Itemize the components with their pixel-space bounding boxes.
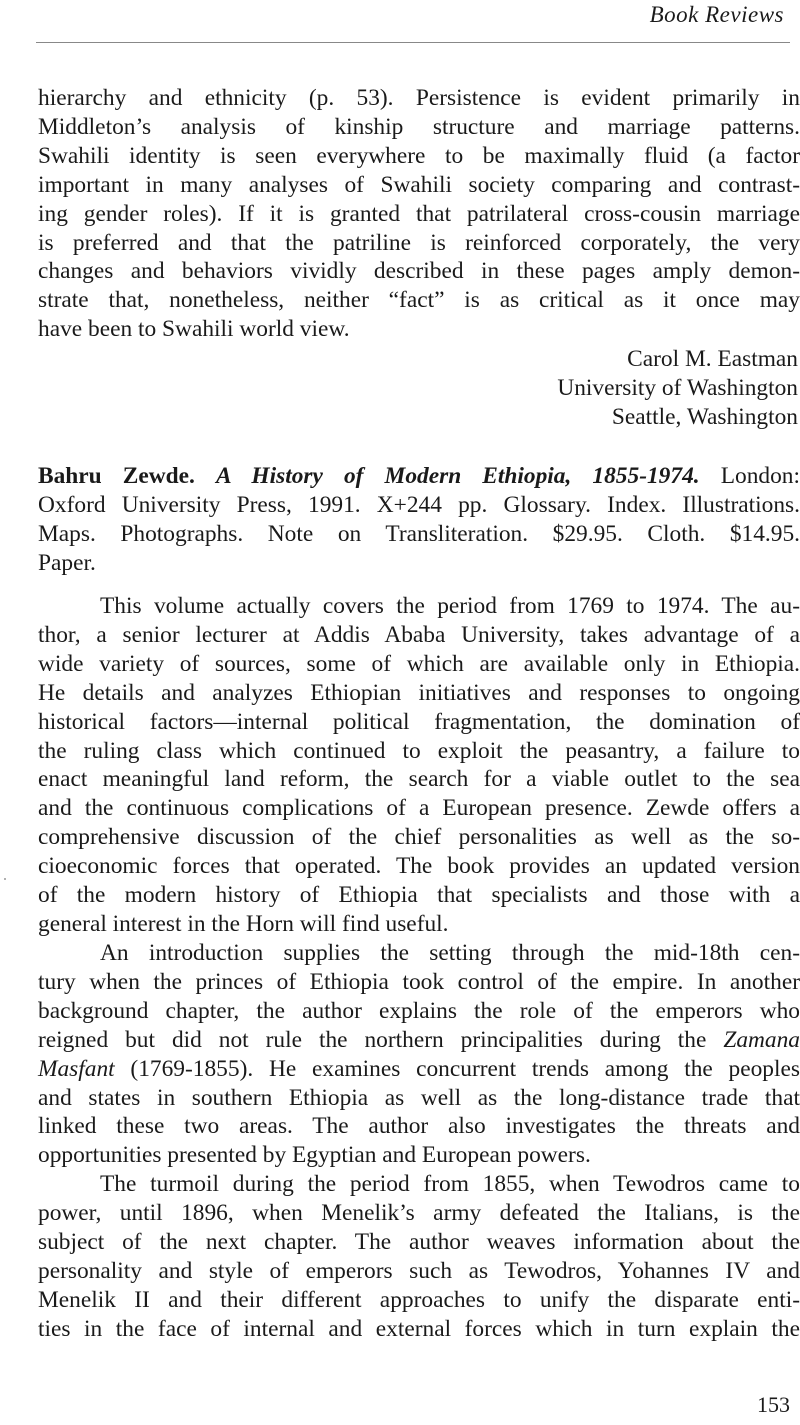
text-line: changes and behaviors vividly described in these pages amply demon- bbox=[38, 258, 800, 285]
text-line: The turmoil during the period from 1855, when Tewodros came to bbox=[100, 1171, 800, 1197]
reviewer-institution: University of Washington bbox=[557, 374, 798, 401]
italic-term: Zamana bbox=[723, 1026, 800, 1053]
text-line: tury when the princes of Ethiopia took control of the empire. In another bbox=[38, 968, 800, 995]
review-paragraph-2 bbox=[38, 939, 800, 1170]
text-line: ing gender roles). If it is granted that patrilateral cross-cousin marriage bbox=[38, 200, 800, 227]
citation-line bbox=[38, 462, 800, 491]
header-rule bbox=[36, 42, 790, 43]
reviewer-name: Carol M. Eastman bbox=[627, 346, 798, 372]
text-line bbox=[38, 1026, 800, 1055]
review-paragraph-3 bbox=[38, 1170, 800, 1343]
text-line: and the continuous complications of a European presence. Zewde offers a bbox=[38, 795, 800, 822]
text-line: He details and analyzes Ethiopian initiatives and responses to ongoing bbox=[38, 679, 800, 706]
book-title: A History of Modern Ethiopia, 1855-1974. bbox=[216, 463, 700, 489]
text-line: Swahili identity is seen everywhere to be maximally fluid (a factor bbox=[38, 142, 800, 169]
citation-line: Maps. Photographs. Note on Transliteration. $29.95. Cloth. $14.95. bbox=[38, 520, 800, 547]
text-line: hierarchy and ethnicity (p. 53). Persistence is evident primarily in bbox=[38, 85, 800, 111]
text-line: strate that, nonetheless, neither “fact” is as critical as it once may bbox=[38, 287, 800, 314]
text-line: This volume actually covers the period from 1769 to 1974. The au- bbox=[100, 593, 800, 619]
text-line: thor, a senior lecturer at Addis Ababa University, takes advantage of a bbox=[38, 621, 800, 648]
citation-publisher-city: London: bbox=[699, 463, 800, 489]
text-line bbox=[38, 1055, 800, 1084]
text-line: ties in the face of internal and external forces which in turn explain the bbox=[38, 1315, 800, 1342]
text-line: historical factors—internal political fragmentation, the domination of bbox=[38, 708, 800, 735]
reviewer-location: Seattle, Washington bbox=[611, 403, 798, 430]
text-line: Middleton’s analysis of kinship structure and marriage patterns. bbox=[38, 113, 800, 140]
text-line: subject of the next chapter. The author weaves information about the bbox=[38, 1228, 800, 1255]
text-line: Menelik II and their different approaches to unify the disparate enti- bbox=[38, 1286, 800, 1313]
citation-line: Paper. bbox=[38, 549, 96, 576]
page-number: 153 bbox=[757, 1392, 790, 1417]
text-line: comprehensive discussion of the chief personalities as well as the so- bbox=[38, 824, 800, 851]
citation-line: Oxford University Press, 1991. X+244 pp. Glossary. Index. Illustrations. bbox=[38, 491, 800, 518]
italic-term: Masfant bbox=[38, 1055, 115, 1082]
book-citation bbox=[38, 462, 800, 578]
text-line: opportunities presented by Egyptian and European powers. bbox=[38, 1142, 591, 1169]
text-line: linked these two areas. The author also investigates the threats and bbox=[38, 1113, 800, 1140]
text-line: cioeconomic forces that operated. The book provides an updated version bbox=[38, 853, 800, 880]
text-line: the ruling class which continued to exploit the peasantry, a failure to bbox=[38, 737, 800, 764]
text-line: of the modern history of Ethiopia that specialists and those with a bbox=[38, 882, 800, 909]
text-line: important in many analyses of Swahili society comparing and contrast- bbox=[38, 171, 800, 198]
text-run: reigned but did not rule the northern principalities during the bbox=[38, 1026, 724, 1053]
text-line: background chapter, the author explains the role of the emperors who bbox=[38, 997, 800, 1024]
text-line: is preferred and that the patriline is reinforced corporately, the very bbox=[38, 229, 800, 256]
running-head: Book Reviews bbox=[649, 2, 784, 27]
text-line: enact meaningful land reform, the search for a viable outlet to the sea bbox=[38, 766, 800, 793]
previous-review-text bbox=[38, 84, 800, 344]
text-line: power, until 1896, when Menelik’s army defeated the Italians, is the bbox=[38, 1199, 800, 1226]
text-line: general interest in the Horn will find useful. bbox=[38, 910, 449, 937]
book-author: Bahru Zewde. bbox=[38, 463, 195, 489]
review-paragraph-1 bbox=[38, 592, 800, 939]
text-line: have been to Swahili world view. bbox=[38, 316, 350, 343]
text-line: wide variety of sources, some of which are available only in Ethiopia. bbox=[38, 650, 800, 677]
text-run: (1769-1855). He examines concurrent trends among the peoples bbox=[114, 1055, 800, 1082]
text-line: and states in southern Ethiopia as well as the long-distance trade that bbox=[38, 1084, 800, 1111]
text-line: personality and style of emperors such as Tewodros, Yohannes IV and bbox=[38, 1257, 800, 1284]
margin-speck bbox=[4, 878, 6, 880]
text-line: An introduction supplies the setting through the mid-18th cen- bbox=[100, 940, 800, 966]
reviewer-signature bbox=[398, 345, 798, 432]
